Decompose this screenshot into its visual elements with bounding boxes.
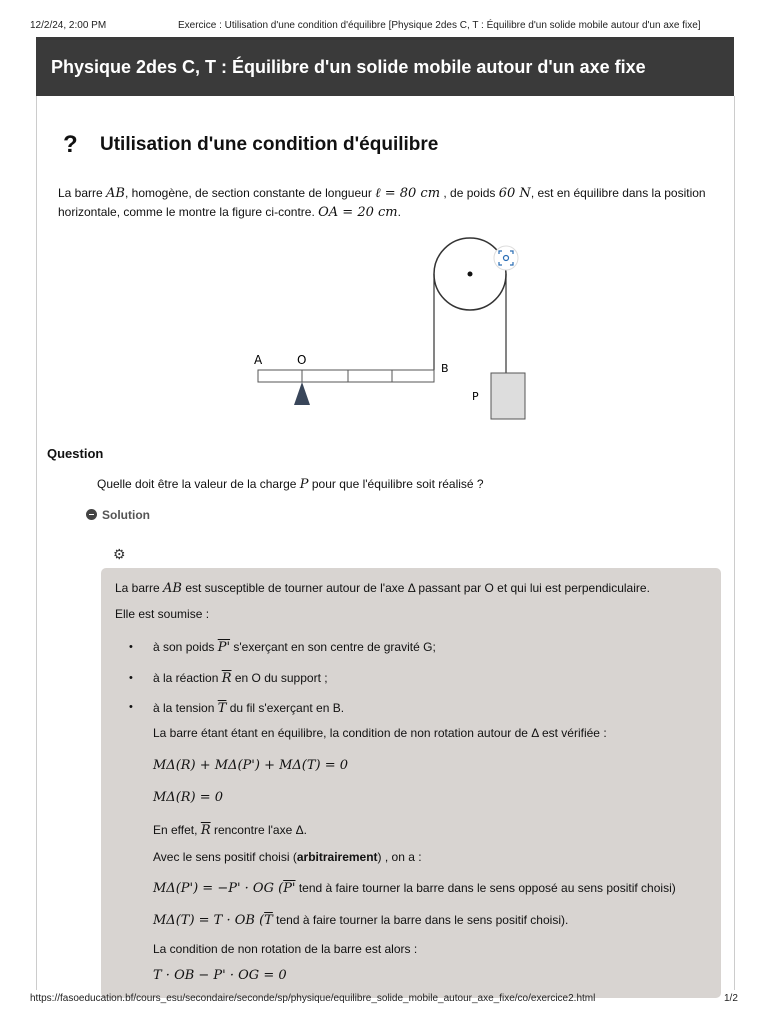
exercise-statement: La barre AB, homogène, de section constante de longueur ℓ = 80 cm , de poids 60 N, est en équilibre dans la position horizontale, comme le montre la figure ci-contre. OA = 20 cm. xyxy=(58,186,706,220)
equilibrium-condition: La barre étant étant en équilibre, la condition de non rotation autour de Δ est vérifiée : xyxy=(153,726,607,740)
sign-convention: Avec le sens positif choisi (arbitrairement) , on a : xyxy=(153,850,422,864)
solution-toggle[interactable]: Solution xyxy=(86,508,150,522)
equation-weight-moment: MΔ(P') = −P' · OG (P' tend à faire tourner la barre dans le sens opposé au sens positif choisi) xyxy=(153,881,676,896)
non-rotation-condition: La condition de non rotation de la barre est alors : xyxy=(153,942,418,956)
bar-ab xyxy=(258,370,434,382)
course-title: Physique 2des C, T : Équilibre d'un solide mobile autour d'un axe fixe xyxy=(51,57,646,77)
pulley-axle xyxy=(468,272,473,277)
solution-line-forces: Elle est soumise : xyxy=(115,607,210,621)
load-p xyxy=(491,373,525,419)
zoom-icon[interactable] xyxy=(494,246,518,270)
label-p: P xyxy=(472,390,479,403)
exercise-title: Utilisation d'une condition d'équilibre xyxy=(100,134,439,155)
collapse-icon xyxy=(86,509,97,520)
bullet-icon: • xyxy=(129,641,133,653)
question-heading: Question xyxy=(47,446,104,461)
equation-final: T · OB − P' · OG = 0 xyxy=(153,968,287,983)
solution-box xyxy=(101,568,721,998)
question-text: Quelle doit être la valeur de la charge P pour que l'équilibre soit réalisé ? xyxy=(97,477,484,492)
equation-moments-sum: MΔ(R) + MΔ(P') + MΔ(T) = 0 xyxy=(153,758,349,773)
gears-icon: ⚙ xyxy=(113,546,126,562)
label-a: A xyxy=(254,353,263,367)
support-pivot xyxy=(294,382,310,405)
force-tension: à la tension $\overline{T}$ du fil s'exerçant en B. xyxy=(153,701,345,716)
equation-reaction-moment: MΔ(R) = 0 xyxy=(153,790,224,805)
question-mark-icon: ? xyxy=(63,131,78,158)
label-o: O xyxy=(297,353,307,367)
reaction-explanation: En effet, $\overline{R}$ rencontre l'axe Δ. xyxy=(153,823,307,838)
course-banner xyxy=(36,37,734,96)
equation-tension-moment: MΔ(T) = T · OB ($\overline{T}$ tend à faire tourner la barre dans le sens positif choisi). xyxy=(153,913,569,928)
print-page-title: Exercice : Utilisation d'une condition d'équilibre [Physique 2des C, T : Équilibre d'un solide mobile autour d'un axe fixe] xyxy=(178,20,701,31)
bullet-icon: • xyxy=(129,672,133,684)
solution-line-intro: La barre AB est susceptible de tourner autour de l'axe Δ passant par O et qui lui est perpendiculaire. xyxy=(115,581,650,596)
equilibrium-figure xyxy=(250,232,530,424)
print-page-number: 1/2 xyxy=(724,993,738,1004)
label-b: B xyxy=(441,362,449,375)
print-url: https://fasoeducation.bf/cours_esu/secondaire/seconde/sp/physique/equilibre_solide_mobile_autour_axe_fixe/co/exercice2.html xyxy=(30,993,596,1004)
force-weight: à son poids P' s'exerçant en son centre de gravité G; xyxy=(153,640,436,655)
force-reaction: à la réaction $\overline{R}$ en O du support ; xyxy=(153,671,328,686)
bullet-icon: • xyxy=(129,701,133,713)
print-datetime: 12/2/24, 2:00 PM xyxy=(30,20,107,31)
